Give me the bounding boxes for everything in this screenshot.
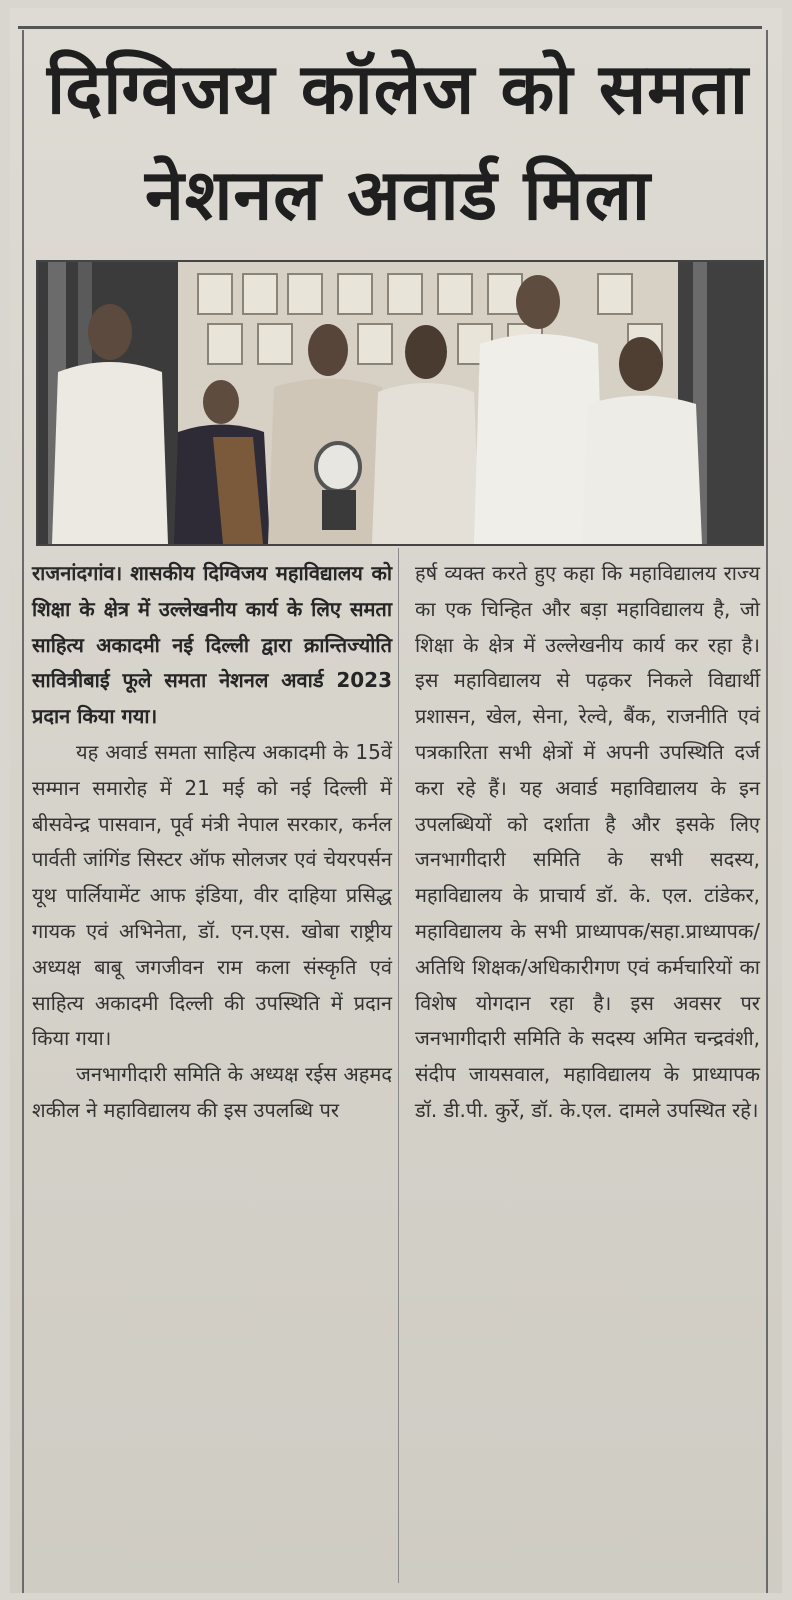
article-paragraph-continued: हर्ष व्यक्त करते हुए कहा कि महाविद्यालय राज्य का एक चिन्हित और बड़ा महाविद्यालय है, जो शिक्षा के क्षेत्र में उल्लेखनीय कार्य कर रहा है। इस महाविद्यालय से पढ़कर निकले विद्यार्थी प्रशासन, खेल, सेना, रेल्वे, बैंक, राजनीति एवं पत्रकारिता सभी क्षेत्रों में अपनी उपस्थिति दर्ज करा रहे हैं। यह अवार्ड महाविद्यालय के इन उपलब्धियों को दर्शाता है और इसके लिए जनभागीदारी समिति के सभी सदस्य, महाविद्यालय के प्राचार्य डॉ. के. एल. टांडेकर, महाविद्यालय के सभी प्राध्यापक/सहा.प्राध्यापक/अतिथि शिक्षक/अधिकारीगण एवं कर्मचारियों का विशेष योगदान रहा है। इस अवसर पर जनभागीदारी समिति के सदस्य अमित चन्द्रवंशी, संदीप जायसवाल, महाविद्यालय के प्राध्यापक डॉ. डी.पी. कुर्रे, डॉ. के.एल. दामले उपस्थित रहे। — [415, 561, 760, 1122]
article-paragraph-3: जनभागीदारी समिति के अध्यक्ष रईस अहमद शकील ने महाविद्यालय की इस उपलब्धि पर — [32, 1062, 392, 1122]
lead-text: शासकीय दिग्विजय महाविद्यालय को शिक्षा के क्षेत्र में उल्लेखनीय कार्य के लिए समता साहित्य अकादमी नई दिल्ली द्वारा क्रान्तिज्योति सावित्रीबाई फूले समता नेशनल अवार्ड 2023 प्रदान किया गया। — [32, 561, 393, 729]
headline-line-2: नेशनल अवार्ड मिला — [144, 154, 652, 236]
column-divider — [398, 548, 399, 1583]
top-rule — [18, 26, 762, 29]
left-column-rule — [22, 30, 24, 1593]
article-lead-paragraph — [32, 556, 392, 735]
dateline: राजनांदगांव। — [32, 561, 123, 585]
right-column-rule — [766, 30, 768, 1593]
news-photo — [36, 260, 764, 546]
article-right-column — [415, 556, 760, 1129]
group-photo-award-icon — [38, 262, 762, 544]
article-left-column — [32, 556, 392, 1129]
article-paragraph-2: यह अवार्ड समता साहित्य अकादमी के 15वें सम्मान समारोह में 21 मई को नई दिल्ली में बीसवेन्द्र पासवान, पूर्व मंत्री नेपाल सरकार, कर्नल पार्वती जांगिंड सिस्टर ऑफ सोलजर एवं चेयरपर्सन यूथ पार्लियामेंट आफ इंडिया, वीर दाहिया प्रसिद्ध गायक एवं अभिनेता, डॉ. एन.एस. खोबा राष्ट्रीय अध्यक्ष बाबू जगजीवन राम कला संस्कृति एवं साहित्य अकादमी दिल्ली की उपस्थिति में प्रदान किया गया। — [32, 739, 392, 1051]
headline-line-1: दिग्विजय कॉलेज को समता — [46, 48, 750, 130]
headline — [28, 36, 768, 248]
newspaper-clipping — [10, 8, 782, 1593]
